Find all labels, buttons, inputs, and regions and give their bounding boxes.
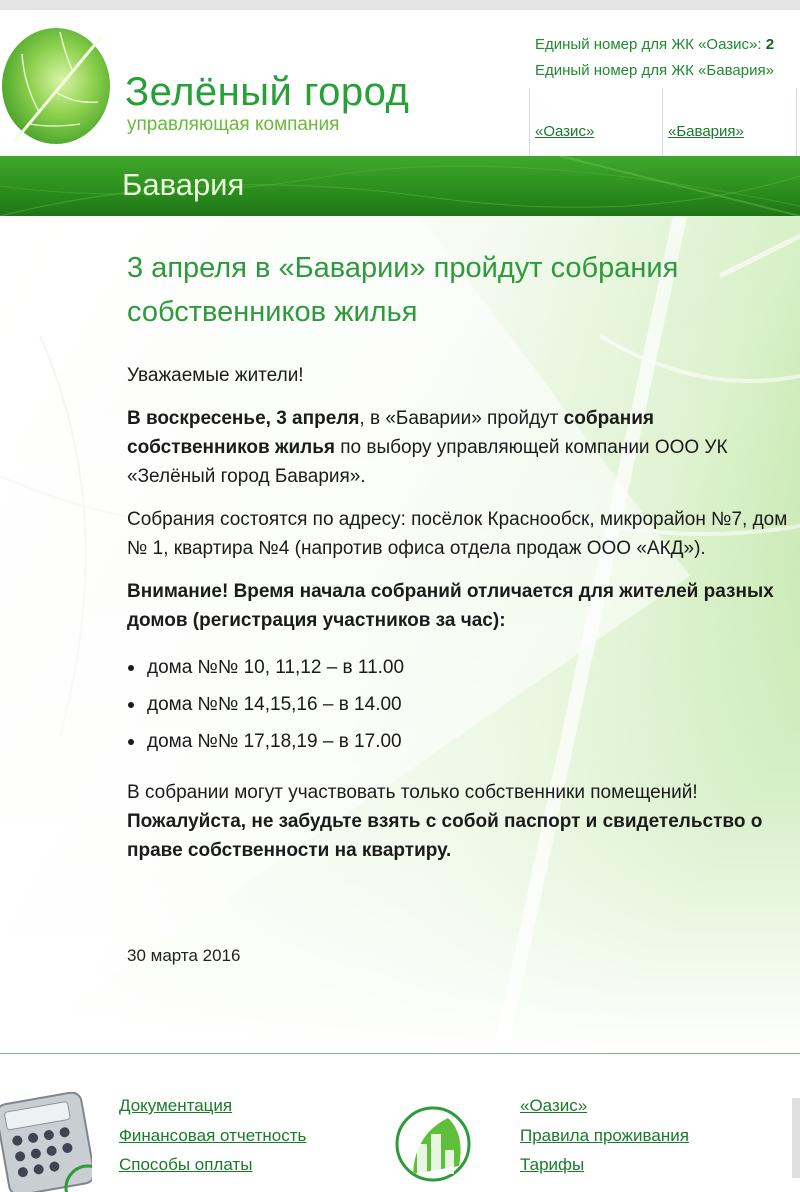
link-oasis[interactable]: «Оазис» [535, 123, 595, 140]
footer-link-financial[interactable]: Финансовая отчетность [119, 1126, 307, 1145]
footer-link-payment[interactable]: Способы оплаты [119, 1155, 253, 1174]
phone-number: 2 [765, 36, 775, 53]
divider [796, 88, 797, 156]
attention-text: Внимание! Время начала собраний отличается для жителей разных домов (регистрация участников за час): [127, 581, 774, 631]
paragraph-address: Собрания состоятся по адресу: посёлок Краснообск, микрорайон №7, дом № 1, квартира №4 (напротив офиса отдела продаж ООО «АКД»). [127, 509, 788, 559]
footer-edge-decoration [792, 1098, 800, 1178]
list-item: дома №№ 14,15,16 – в 14.00 [147, 686, 792, 723]
attention-note [127, 577, 792, 635]
divider [662, 88, 663, 156]
closing-text: В собрании могут участвовать только собственники помещений! [127, 782, 698, 803]
list-item: дома №№ 10, 11,12 – в 11.00 [147, 649, 792, 686]
phone-label: Единый номер для ЖК «Оазис»: [535, 36, 762, 53]
divider [529, 88, 530, 156]
footer-link-tariffs[interactable]: Тарифы [520, 1155, 585, 1174]
phone-bavaria [535, 62, 774, 80]
top-strip [0, 0, 800, 10]
closing-paragraph [127, 778, 792, 865]
link-bavaria[interactable]: «Бавария» [668, 123, 744, 140]
phone-label: Единый номер для ЖК «Бавария» [535, 62, 774, 79]
bold-date: В воскресенье, 3 апреля [127, 408, 360, 429]
footer [0, 1054, 800, 1174]
logo-title[interactable]: Зелёный город [125, 70, 410, 114]
calculator-icon [0, 1092, 92, 1192]
section-title: Бавария [122, 167, 245, 202]
schedule-list [127, 649, 792, 760]
section-band [0, 156, 800, 216]
greeting: Уважаемые жители! [127, 365, 304, 386]
bold-meeting: собрания собственников жилья [127, 408, 654, 458]
footer-link-rules[interactable]: Правила проживания [520, 1126, 689, 1145]
footer-link-oasis[interactable]: «Оазис» [520, 1096, 588, 1115]
paragraph-meeting-date [127, 404, 792, 491]
logo-subtitle: управляющая компания [127, 114, 340, 135]
site-header [0, 10, 800, 156]
article-title: 3 апреля в «Баварии» пройдут собрания собственников жилья [127, 252, 679, 328]
footer-link-documents[interactable]: Документация [119, 1096, 233, 1115]
text-span: по выбору управляющей компании ООО УК «Зелёный город Бавария». [127, 437, 728, 487]
list-item: дома №№ 17,18,19 – в 17.00 [147, 723, 792, 760]
text-span: , в «Баварии» пройдут [359, 408, 564, 429]
publish-date: 30 марта 2016 [127, 946, 241, 965]
band-leaf-texture [0, 156, 800, 216]
closing-bold: Пожалуйста, не забудьте взять с собой паспорт и свидетельство о праве собственности на квартиру. [127, 811, 763, 861]
building-icon [393, 1104, 473, 1184]
leaf-logo-icon [0, 24, 112, 148]
article [127, 246, 792, 865]
phone-oasis [535, 36, 774, 54]
